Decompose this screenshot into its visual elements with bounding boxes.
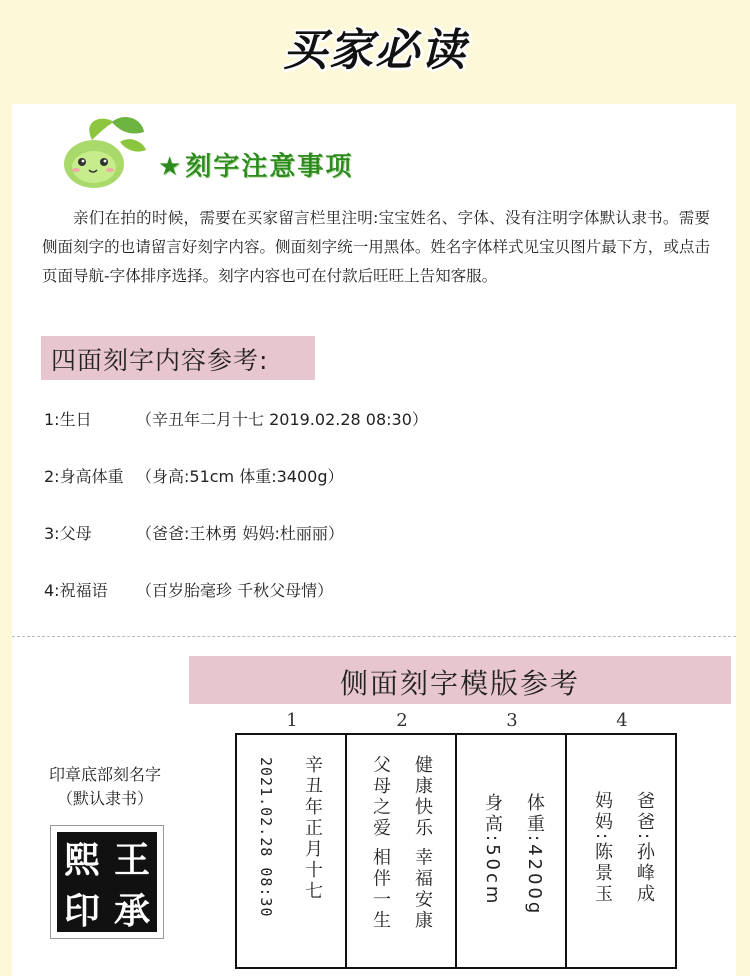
template-line: 体重:4200g: [524, 793, 545, 917]
seal-sample: [50, 825, 164, 939]
template-column-2: [347, 735, 457, 967]
item-content: （辛丑年二月十七 2019.02.28 08:30）: [136, 410, 428, 429]
template-line: 健康快乐 幸福安康: [412, 755, 433, 932]
template-number: 4: [616, 710, 628, 731]
template-number: 1: [286, 710, 298, 731]
template-line: 身高:50cm: [482, 793, 503, 907]
side-template-title: 侧面刻字模版参考: [339, 667, 580, 700]
template-line: 爸爸:孙峰成: [634, 791, 655, 906]
side-template-title-box: [189, 656, 731, 704]
sprout-mascot-icon: [52, 112, 152, 192]
item-content: （百岁胎毫珍 千秋父母情）: [136, 581, 334, 600]
template-line: 2021.02.28 08:30: [257, 757, 275, 918]
notice-title: [158, 146, 353, 183]
four-side-title: 四面刻字内容参考:: [51, 346, 269, 375]
section-divider: [12, 636, 736, 637]
seal-char: 熙: [63, 839, 100, 881]
item-content: （身高:51cm 体重:3400g）: [136, 467, 344, 486]
side-template-table: [235, 733, 677, 969]
star-icon: ★: [158, 152, 184, 182]
four-side-title-box: [41, 336, 315, 380]
seal-label: 印章底部刻名字: [48, 765, 161, 784]
list-item: [44, 578, 333, 601]
seal-label-note: （默认隶书）: [56, 789, 153, 808]
template-column-4: [567, 735, 675, 967]
template-line: 父母之爱 相伴一生: [370, 755, 391, 932]
item-label: 3:父母: [44, 524, 92, 543]
template-column-3: [457, 735, 567, 967]
template-line: 辛丑年正月十七: [302, 755, 323, 902]
item-label: 4:祝福语: [44, 581, 108, 600]
notice-title-text: 刻字注意事项: [185, 152, 354, 182]
seal-char: 印: [63, 890, 100, 932]
template-line: 妈妈:陈景玉: [592, 791, 613, 906]
seal-char: 承: [113, 890, 150, 932]
template-number: 3: [506, 710, 518, 731]
list-item: [44, 407, 428, 430]
item-label: 1:生日: [44, 410, 92, 429]
notice-body: 亲们在拍的时候，需要在买家留言栏里注明:宝宝姓名、字体、没有注明字体默认隶书。需要侧面刻字的也请留言好刻字内容。侧面刻字统一用黑体。姓名字体样式见宝贝图片最下方，或点击页面导航-字体排序选择。刻字内容也可在付款后旺旺上告知客服。: [42, 209, 710, 285]
seal-stamp: [57, 832, 157, 932]
list-item: [44, 464, 344, 487]
item-content: （爸爸:王林勇 妈妈:杜丽丽）: [136, 524, 344, 543]
seal-char: 王: [113, 839, 150, 881]
template-number: 2: [396, 710, 408, 731]
template-column-1: [237, 735, 347, 967]
list-item: [44, 521, 344, 544]
item-label: 2:身高体重: [44, 467, 124, 486]
page-title: 买家必读: [283, 25, 467, 76]
